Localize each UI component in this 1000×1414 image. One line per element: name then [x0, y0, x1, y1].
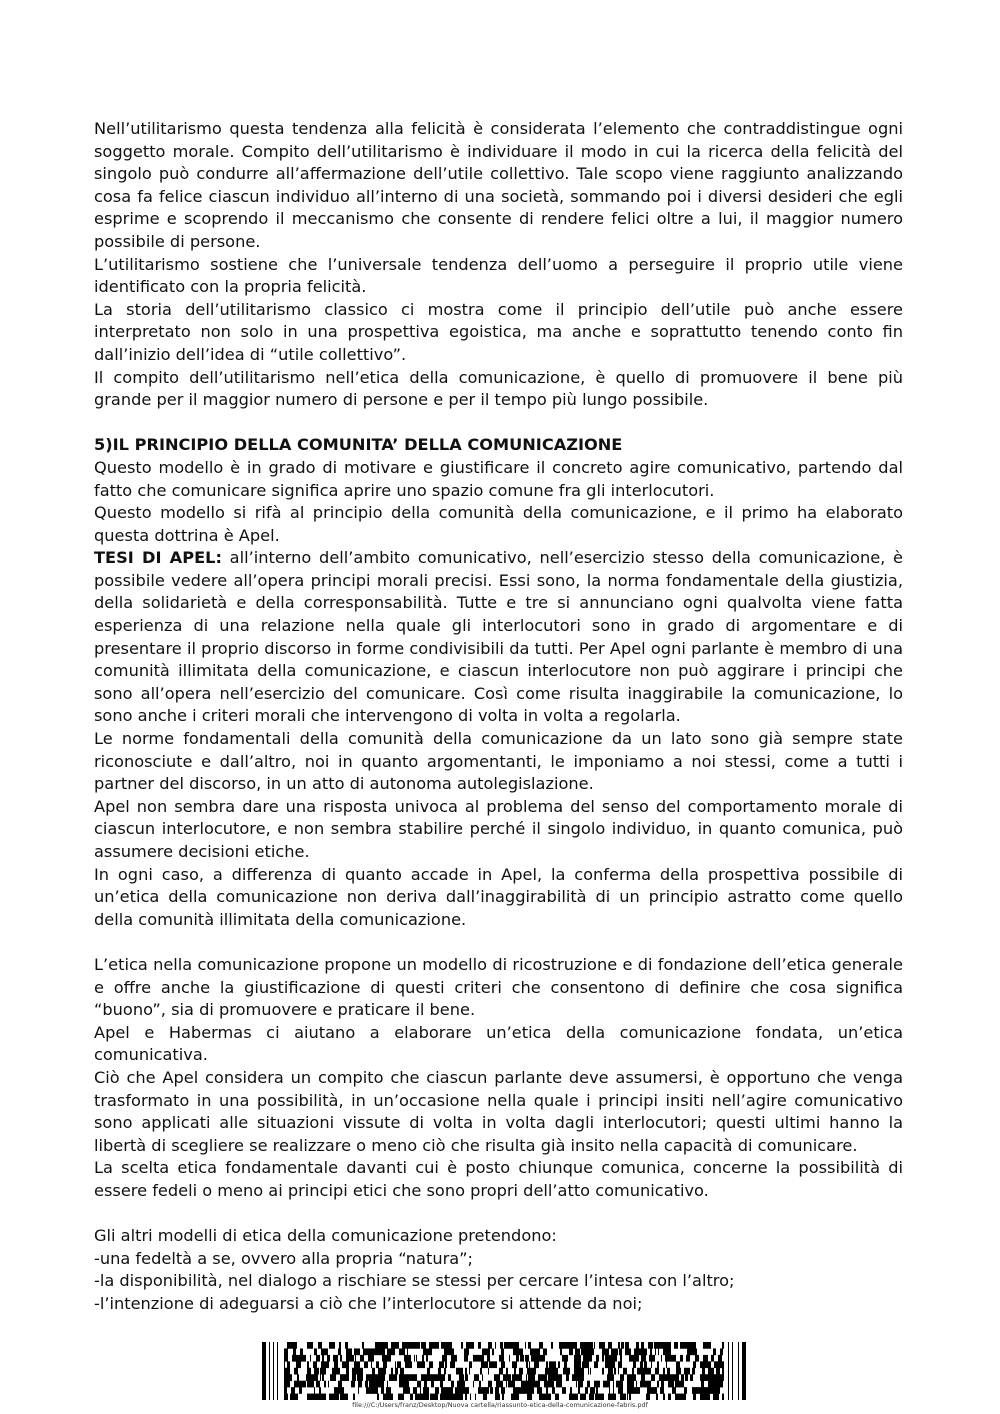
tesi-text: all’interno dell’ambito comunicativo, nell’esercizio stesso della comunicazione, è possibile vedere all’opera principi morali precisi. Essi sono, la norma fondamentale della giustizia, della solidarietà e della corresponsabilità. Tutte e tre si annunciano ogni qualvolta viene fatta esperienza di una relazione nella quale gli interlocutori sono in grado di argomentare e di presentare il proprio discorso in forme condivisibili da tutti. Per Apel ogni parlante è membro di una comunità illimitata della comunicazione, e ciascun interlocutore non può aggirare i principi che sono all’opera nell’esercizio del comunicare. Così come risulta inaggirabile la comunicazione, lo sono anche i criteri morali che intervengono di volta in volta a regolarla. — [94, 548, 903, 726]
paragraph: Questo modello si rifà al principio della comunità della comunicazione, e il primo ha elaborato questa dottrina è Apel. — [94, 503, 903, 545]
section-heading: 5)IL PRINCIPIO DELLA COMUNITA’ DELLA COMUNICAZIONE — [94, 435, 623, 455]
paragraph: L’etica nella comunicazione propone un modello di ricostruzione e di fondazione dell’etica generale e offre anche la giustificazione di questi criteri che consentono di definire che cosa significa “buono”, sia di promuovere e praticare il bene. — [94, 954, 903, 1020]
list-item: -la disponibilità, nel dialogo a rischiare se stessi per cercare l’intesa con l’altro; — [94, 1271, 735, 1291]
spacer — [94, 1203, 903, 1226]
requirements-list — [94, 1225, 903, 1315]
list-intro: Gli altri modelli di etica della comunicazione pretendono: — [94, 1226, 557, 1246]
paragraph: In ogni caso, a differenza di quanto accade in Apel, la conferma della prospettiva possibile di un’etica della comunicazione non deriva dall’inaggirabilità di un principio astratto come quello della comunità illimitata della comunicazione. — [94, 864, 903, 929]
spacer — [94, 931, 903, 954]
spacer — [94, 412, 903, 435]
paragraph: La storia dell’utilitarismo classico ci mostra come il principio dell’utile può anche essere interpretato non solo in una prospettiva egoistica, ma anche e soprattutto tenendo conto fin dall’inizio dell’idea di “utile collettivo”. — [94, 299, 903, 364]
paragraph: Nell’utilitarismo questa tendenza alla felicità è considerata l’elemento che contraddistingue ogni soggetto morale. Compito dell’utilitarismo è individuare il modo in cui la ricerca della felicità del singolo può condurre all’affermazione dell’utile collettivo. Tale scopo viene raggiunto analizzando cosa fa felice ciascun individuo all’interno di una società, sommando poi i diversi desideri che egli esprime e scoprendo il meccanismo che consente di rendere felici oltre a lui, il maggior numero possibile di persone. — [94, 119, 903, 251]
paragraph: Il compito dell’utilitarismo nell’etica della comunicazione, è quello di promuovere il bene più grande per il maggior numero di persone e per il tempo più lungo possibile. — [94, 367, 903, 410]
paragraph: Apel e Habermas ci aiutano a elaborare un’etica della comunicazione fondata, un’etica comunicativa. — [94, 1022, 903, 1065]
paragraph: La scelta etica fondamentale davanti cui è posto chiunque comunica, concerne la possibilità di essere fedeli o meno ai principi etici che sono propri dell’atto comunicativo. — [94, 1158, 903, 1200]
tesi-label: TESI DI APEL: — [94, 548, 222, 568]
paragraph: Apel non sembra dare una risposta univoca al problema del senso del comportamento morale di ciascun interlocutore, e non sembra stabilire perché il singolo individuo, in quanto comunica, può assumere decisioni etiche. — [94, 796, 903, 861]
paragraph: Questo modello è in grado di motivare e giustificare il concreto agire comunicativo, partendo dal fatto che comunicare significa aprire uno spazio comune fra gli interlocutori. — [94, 457, 903, 500]
tesi-paragraph — [94, 547, 903, 728]
document-body — [94, 118, 903, 1315]
barcode-icon — [262, 1342, 750, 1400]
list-item: -una fedeltà a se, ovvero alla propria “natura”; — [94, 1248, 473, 1268]
list-item: -l’intenzione di adeguarsi a ciò che l’interlocutore si attende da noi; — [94, 1293, 643, 1313]
footer-file-path: file:///C:/Users/franz/Desktop/Nuova cartella/riassunto-etica-della-comunicazione-fabris.pdf — [352, 1401, 648, 1409]
paragraph: L’utilitarismo sostiene che l’universale tendenza dell’uomo a perseguire il proprio utile viene identificato con la propria felicità. — [94, 254, 903, 297]
paragraph: Ciò che Apel considera un compito che ciascun parlante deve assumersi, è opportuno che venga trasformato in una possibilità, in un’occasione nella quale i principi insiti nell’agire comunicativo sono applicati alle situazioni vissute di volta in volta dagli interlocutori; questi ultimi hanno la libertà di scegliere se realizzare o meno ciò che risulta già insito nella capacità di comunicare. — [94, 1067, 903, 1155]
paragraph: Le norme fondamentali della comunità della comunicazione da un lato sono già sempre state riconosciute e dall’altro, noi in quanto argomentanti, le imponiamo a noi stessi, come a tutti i partner del discorso, in un atto di autonoma autolegislazione. — [94, 729, 903, 794]
